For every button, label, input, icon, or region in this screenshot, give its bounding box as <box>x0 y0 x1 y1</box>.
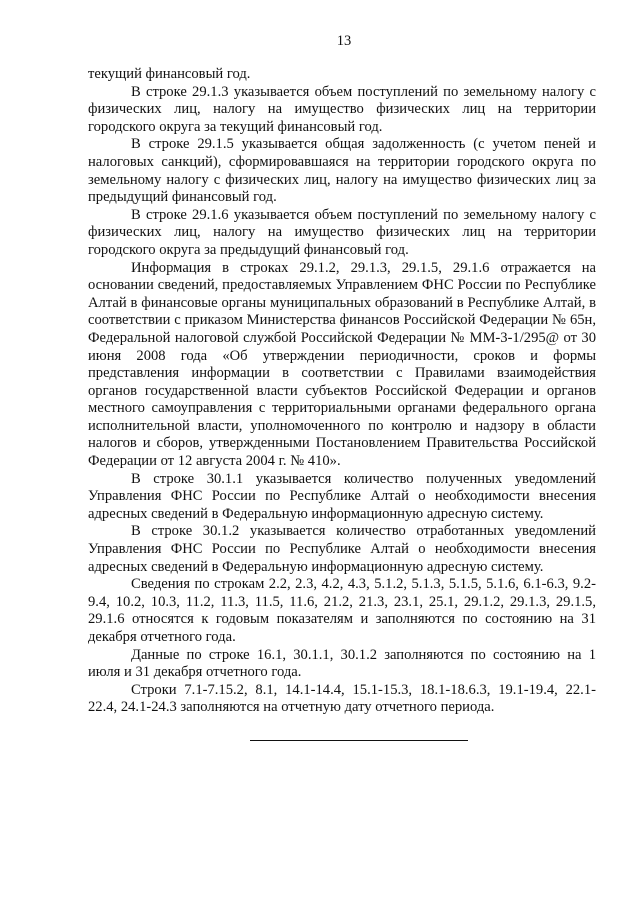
page-number: 13 <box>336 33 352 49</box>
document-body <box>88 66 596 717</box>
paragraph-continuation: текущий финансовый год. <box>88 66 251 82</box>
paragraph-line-29-1-3: В строке 29.1.3 указывается объем поступлений по земельному налогу с физических лиц, налогу на имущество физических лиц на территории городского округа за текущий финансовый год. <box>88 83 596 135</box>
paragraph-line-29-1-6: В строке 29.1.6 указывается объем поступлений по земельному налогу с физических лиц, налогу на имущество физических лиц на территории городского округа за предыдущий финансовый год. <box>88 206 596 258</box>
paragraph-annual-indicators: Сведения по строкам 2.2, 2.3, 4.2, 4.3, 5.1.2, 5.1.3, 5.1.5, 5.1.6, 6.1-6.3, 9.2-9.4, 10.2, 10.3, 11.2, 11.3, 11.5, 11.6, 21.2, 21.3, 23.1, 25.1, 29.1.2, 29.1.3, 29.1.5, 29.1.6 относятся к годовым показателям и заполняются по состоянию на 31 декабря отчетного года. <box>88 576 596 645</box>
paragraph-information-source: Информация в строках 29.1.2, 29.1.3, 29.1.5, 29.1.6 отражается на основании сведений, предоставляемых Управлением ФНС России по Республике Алтай в финансовые органы муниципальных образований в Республике Алтай, в соответствии с приказом Министерства финансов Российской Федерации № 65н, Федеральной налоговой службой Российской Федерации № ММ-3-1/295@ от 30 июня 2008 года «Об утверждении периодичности, сроков и формы представления информации в соответствии с Правилами взаимодействия органов государственной власти субъектов Российской Федерации и органов местного самоуправления с территориальными органами федерального органа исполнительной власти, уполномоченного по контролю и надзору в области налогов и сборов, утвержденными Постановлением Правительства Российской Федерации от 12 августа 2004 г. № 410». <box>88 259 596 470</box>
paragraph-line-30-1-2: В строке 30.1.2 указывается количество отработанных уведомлений Управления ФНС России по Республике Алтай о необходимости внесения адресных сведений в Федеральную информационную адресную систему. <box>88 523 596 575</box>
paragraph-line-30-1-1: В строке 30.1.1 указывается количество полученных уведомлений Управления ФНС России по Республике Алтай о необходимости внесения адресных сведений в Федеральную информационную адресную систему. <box>88 470 596 522</box>
paragraph-semiannual-data: Данные по строке 16.1, 30.1.1, 30.1.2 заполняются по состоянию на 1 июля и 31 декабря отчетного года. <box>88 646 596 681</box>
end-of-document-rule <box>250 740 468 741</box>
paragraph-reporting-date: Строки 7.1-7.15.2, 8.1, 14.1-14.4, 15.1-15.3, 18.1-18.6.3, 19.1-19.4, 22.1-22.4, 24.1-24.3 заполняются на отчетную дату отчетного периода. <box>88 681 596 716</box>
paragraph-line-29-1-5: В строке 29.1.5 указывается общая задолженность (с учетом пеней и налоговых санкций), сформировавшаяся на территории городского округа по земельному налогу с физических лиц, налогу на имущество физических лиц за предыдущий финансовый год. <box>88 136 596 206</box>
